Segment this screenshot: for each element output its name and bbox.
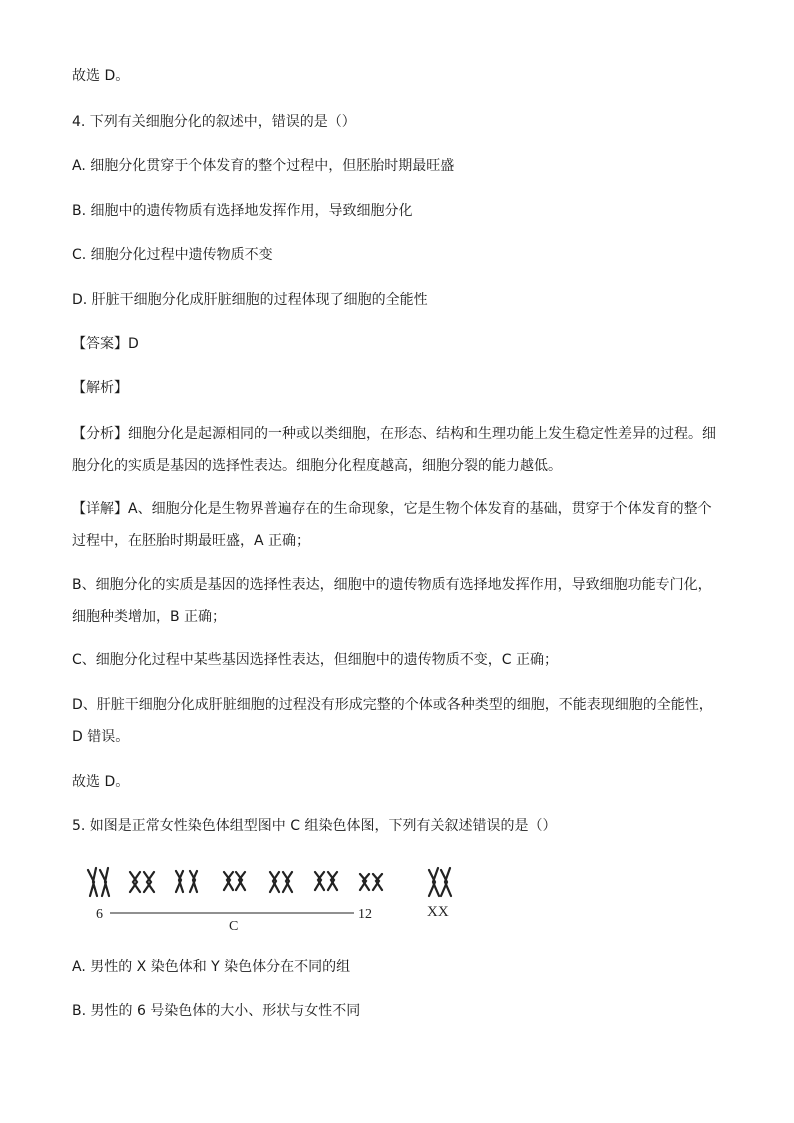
chromosome-pair-8 [176, 871, 197, 892]
chromosome-pair-12 [360, 874, 382, 890]
sex-chromosome-label: XX [427, 904, 449, 920]
xiangjie-a-text: A、细胞分化是生物界普遍存在的生命现象，它是生物个体发育的基础，贯穿于个体发育的整个过程中，在胚胎时期最旺盛，A 正确； [72, 501, 712, 549]
q4-option-b: B. 细胞中的遗传物质有选择地发挥作用，导致细胞分化 [72, 203, 413, 219]
q4-fenxi [72, 418, 722, 482]
q4-answer [72, 334, 139, 354]
xiangjie-label: 【详解】 [72, 501, 128, 517]
fenxi-text: 细胞分化是起源相同的一种或以类细胞，在形态、结构和生理功能上发生稳定性差异的过程。细胞分化的实质是基因的选择性表达。细胞分化程度越高，细胞分裂的能力越低。 [72, 426, 716, 474]
q4-conclusion: 故选 D。 [72, 774, 130, 790]
q4-xiangjie-d: D、肝脏干细胞分化成肝脏细胞的过程没有形成完整的个体或各种类型的细胞，不能表现细胞的全能性，D 错误。 [72, 697, 713, 745]
chromosome-pair-7 [130, 872, 154, 892]
group-right-number: 12 [358, 907, 372, 922]
group-label: C [229, 919, 239, 932]
q4-xiangjie-a [72, 493, 722, 557]
chromosome-pair-xx [429, 868, 451, 896]
q5-option-b: B. 男性的 6 号染色体的大小、形状与女性不同 [72, 1003, 361, 1019]
answer-value: D [128, 336, 139, 352]
q4-option-a: A. 细胞分化贯穿于个体发育的整个过程中，但胚胎时期最旺盛 [72, 158, 455, 174]
q5-stem: 5. 如图是正常女性染色体组型图中 C 组染色体图，下列有关叙述错误的是（） [72, 818, 557, 834]
q5-option-a: A. 男性的 X 染色体和 Y 染色体分在不同的组 [72, 959, 351, 975]
q4-analysis-label: 【解析】 [72, 380, 128, 396]
chromosome-pair-9 [224, 872, 245, 890]
q4-option-d: D. 肝脏干细胞分化成肝脏细胞的过程体现了细胞的全能性 [72, 292, 428, 308]
chromosome-pair-11 [315, 872, 337, 890]
prev-conclusion: 故选 D。 [72, 68, 130, 84]
karyotype-figure [84, 862, 464, 932]
chromosome-pair-10 [270, 872, 292, 892]
q4-option-c: C. 细胞分化过程中遗传物质不变 [72, 247, 273, 263]
chromosome-pair-6 [88, 868, 109, 896]
q4-xiangjie-b: B、细胞分化的实质是基因的选择性表达，细胞中的遗传物质有选择地发挥作用，导致细胞功能专门化，细胞种类增加，B 正确； [72, 577, 712, 625]
q4-xiangjie-c: C、细胞分化过程中某些基因选择性表达，但细胞中的遗传物质不变，C 正确； [72, 652, 558, 668]
answer-label: 【答案】 [72, 336, 128, 352]
fenxi-label: 【分析】 [72, 426, 128, 442]
group-left-number: 6 [96, 907, 103, 922]
q4-stem: 4. 下列有关细胞分化的叙述中，错误的是（） [72, 114, 356, 130]
chromosome-pairs [88, 868, 451, 896]
